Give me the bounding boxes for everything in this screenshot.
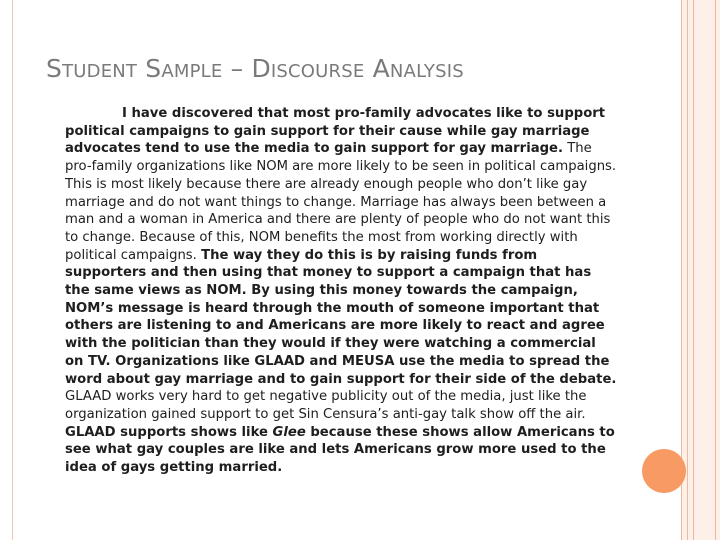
text-segment-title: Glee <box>272 424 306 440</box>
text-segment: GLAAD supports shows like <box>65 424 273 440</box>
decorative-circle <box>642 449 686 493</box>
left-decorative-line <box>12 0 13 540</box>
text-segment: GLAAD works very hard to get negative publicity out of the media, just like the organization gained support to get Sin Censura’s anti-gay talk show off the air. <box>65 389 587 422</box>
right-decorative-line <box>693 0 694 540</box>
slide-title: Student Sample – Discourse Analysis <box>46 54 464 83</box>
text-segment: The way they do this is by raising funds from supporters and then using that money to support a campaign that has the same views as NOM. By using this money towards the campaign, NOM’s message is heard through the mouth of someone important that others are listening to and Americans are more likely to react and agree with the politician than they would if they were watching a commercial on TV. Organizations like GLAAD and MEUSA use the media to spread the word about gay marriage and to gain support for their side of the debate. <box>65 247 617 387</box>
text-segment: I have discovered that most pro-family advocates like to support political campaigns to gain support for their cause while gay marriage advocates tend to use the media to gain support for gay marriage. <box>65 106 606 157</box>
text-segment: because these shows allow Americans to see what gay couples are like and lets Americans grow more used to the idea of gays getting married. <box>65 424 615 476</box>
right-decorative-line <box>715 0 716 540</box>
right-decorative-line <box>687 0 688 540</box>
body-paragraph <box>65 105 617 477</box>
text-segment: The pro-family organizations like NOM are more likely to be seen in political campaigns. This is most likely because there are already enough people who don’t like gay marriage and do not want things to change. Marriage has always been between a man and a woman in America and there are plenty of people who do not want this to change. Because of this, NOM benefits the most from working directly with political campaigns. <box>65 141 617 263</box>
